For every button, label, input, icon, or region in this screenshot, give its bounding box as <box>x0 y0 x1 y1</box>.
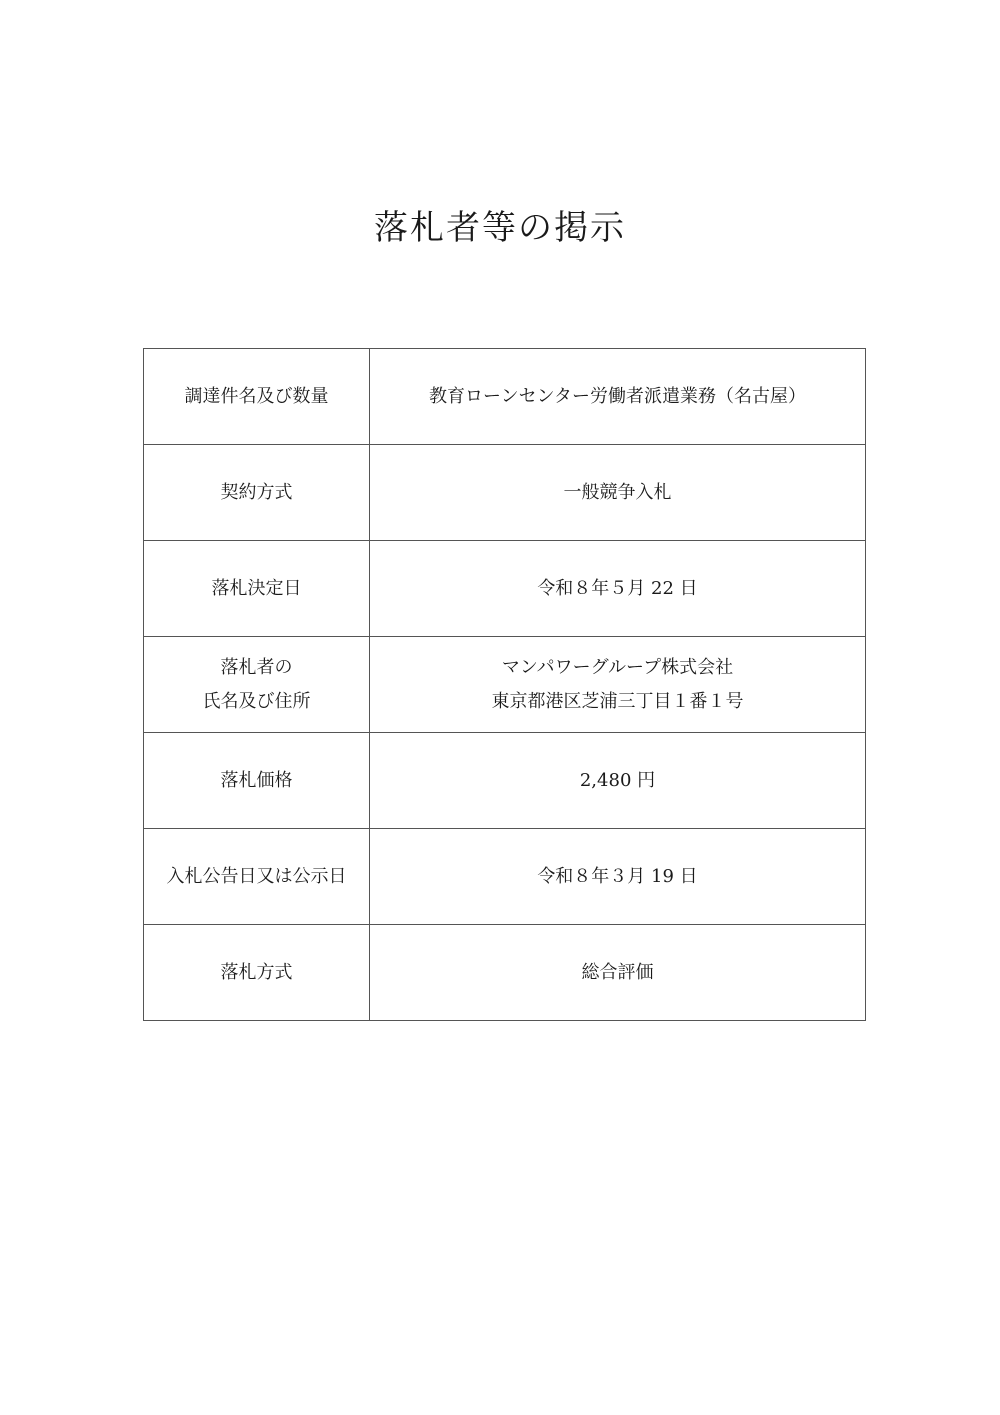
row-label-winner-line-2: 氏名及び住所 <box>202 690 311 712</box>
winner-name: マンパワーグループ株式会社 <box>501 656 734 678</box>
table-row <box>144 829 866 925</box>
row-label-award-method: 落札方式 <box>144 925 370 1021</box>
table-row <box>144 541 866 637</box>
row-label-winner <box>144 637 370 733</box>
row-value-notice-date: 令和８年３月 19 日 <box>370 829 866 925</box>
table-row <box>144 349 866 445</box>
winner-address: 東京都港区芝浦三丁目１番１号 <box>491 690 744 712</box>
row-label-contract-method: 契約方式 <box>144 445 370 541</box>
row-label-notice-date: 入札公告日又は公示日 <box>144 829 370 925</box>
row-value-procurement: 教育ローンセンター労働者派遣業務（名古屋） <box>370 349 866 445</box>
table-row <box>144 733 866 829</box>
page-title: 落札者等の掲示 <box>374 208 626 248</box>
row-value-price: 2,480 円 <box>370 733 866 829</box>
row-label-winner-line-1: 落札者の <box>220 656 293 678</box>
table-row <box>144 445 866 541</box>
row-value-contract-method: 一般競争入札 <box>370 445 866 541</box>
row-value-award-date: 令和８年５月 22 日 <box>370 541 866 637</box>
award-info-table <box>143 348 866 1021</box>
table-row <box>144 637 866 733</box>
row-value-winner <box>370 637 866 733</box>
row-label-procurement: 調達件名及び数量 <box>144 349 370 445</box>
row-value-award-method: 総合評価 <box>370 925 866 1021</box>
row-label-price: 落札価格 <box>144 733 370 829</box>
row-label-award-date: 落札決定日 <box>144 541 370 637</box>
table-row <box>144 925 866 1021</box>
